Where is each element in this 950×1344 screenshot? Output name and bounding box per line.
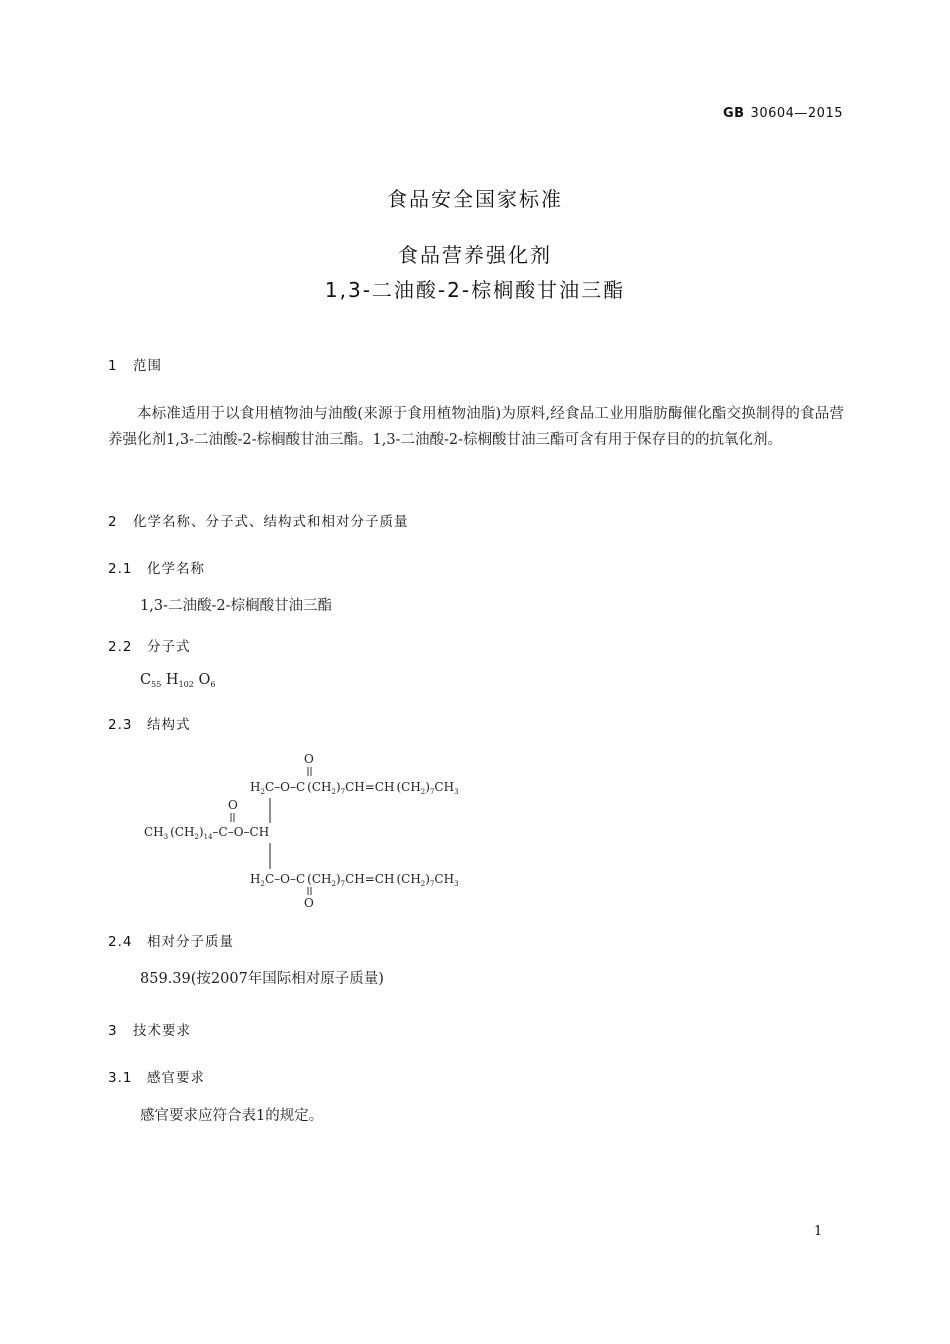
standard-prefix: GB bbox=[722, 106, 745, 121]
structure-oxygen-bottom: O bbox=[304, 896, 314, 910]
formula-hydrogen-count: 102 bbox=[178, 680, 194, 689]
section-2-heading bbox=[108, 510, 409, 530]
formula-carbon: C bbox=[140, 672, 152, 688]
molecular-mass: 859.39(按2007年国际相对原子质量) bbox=[140, 971, 384, 987]
structure-row-3: $H_2C-O-C$ $(CH_2)_7CH=CH$ $(CH_2)_7CH_3$ bbox=[250, 872, 459, 888]
section-number: 2 bbox=[108, 514, 118, 530]
section-number: 2.3 bbox=[108, 717, 133, 733]
scope-paragraph: 本标准适用于以食用植物油与油酸(来源于食用植物油脂)为原料,经食品工业用脂肪酶催化酯交换制得的食品营养强化剂1,3-二油酸-2-棕榈酸甘油三酯。1,3-二油酸-2-棕榈酸甘油三酯可含有用于保存目的的抗氧化剂。 bbox=[108, 406, 844, 448]
chemical-name: 1,3-二油酸-2-棕榈酸甘油三酯 bbox=[140, 598, 332, 614]
section-title: 相对分子质量 bbox=[147, 934, 234, 950]
formula-oxygen-count: 6 bbox=[210, 680, 216, 689]
section-2-2-heading bbox=[108, 635, 191, 655]
section-title: 化学名称、分子式、结构式和相对分子质量 bbox=[133, 514, 409, 530]
sensory-requirement-text: 感官要求应符合表1的规定。 bbox=[140, 1108, 324, 1124]
formula-carbon-count: 55 bbox=[151, 680, 162, 689]
section-number: 2.4 bbox=[108, 934, 133, 950]
section-title: 分子式 bbox=[147, 639, 191, 655]
document-title-national-standard: 食品安全国家标准 bbox=[387, 187, 563, 211]
formula-hydrogen: H bbox=[165, 672, 179, 688]
structure-row-1: $H_2C-O-C$ $(CH_2)_7CH=CH$ $(CH_2)_7CH_3$ bbox=[250, 780, 459, 796]
document-title-category: 食品营养强化剂 bbox=[398, 243, 552, 267]
structure-oxygen-middle: O bbox=[228, 798, 238, 812]
section-number: 1 bbox=[108, 358, 118, 374]
structure-oxygen-top: O bbox=[304, 752, 314, 766]
section-3-heading bbox=[108, 1019, 191, 1039]
section-2-4-heading bbox=[108, 930, 234, 950]
standard-code bbox=[723, 106, 843, 121]
standard-number: 30604—2015 bbox=[750, 106, 843, 121]
section-3-1-heading bbox=[108, 1066, 205, 1086]
section-number: 2.2 bbox=[108, 639, 133, 655]
section-number: 2.1 bbox=[108, 561, 133, 577]
section-2-1-heading bbox=[108, 557, 205, 577]
section-2-3-heading bbox=[108, 713, 191, 733]
formula-oxygen: O bbox=[198, 672, 211, 688]
document-title-substance: 1,3-二油酸-2-棕榈酸甘油三酯 bbox=[324, 278, 626, 302]
section-number: 3.1 bbox=[108, 1070, 133, 1086]
section-1-heading bbox=[108, 354, 162, 374]
section-title: 技术要求 bbox=[133, 1023, 191, 1039]
structure-row-2: $CH_3$ $(CH_2)_{14}-C-O-CH$ bbox=[144, 825, 270, 841]
structural-formula bbox=[140, 745, 500, 915]
section-number: 3 bbox=[108, 1023, 118, 1039]
section-title: 化学名称 bbox=[147, 561, 205, 577]
molecular-formula bbox=[140, 672, 215, 689]
section-title: 感官要求 bbox=[147, 1070, 205, 1086]
page-number: 1 bbox=[814, 1224, 823, 1239]
section-title: 范围 bbox=[133, 358, 162, 374]
section-title: 结构式 bbox=[147, 717, 191, 733]
